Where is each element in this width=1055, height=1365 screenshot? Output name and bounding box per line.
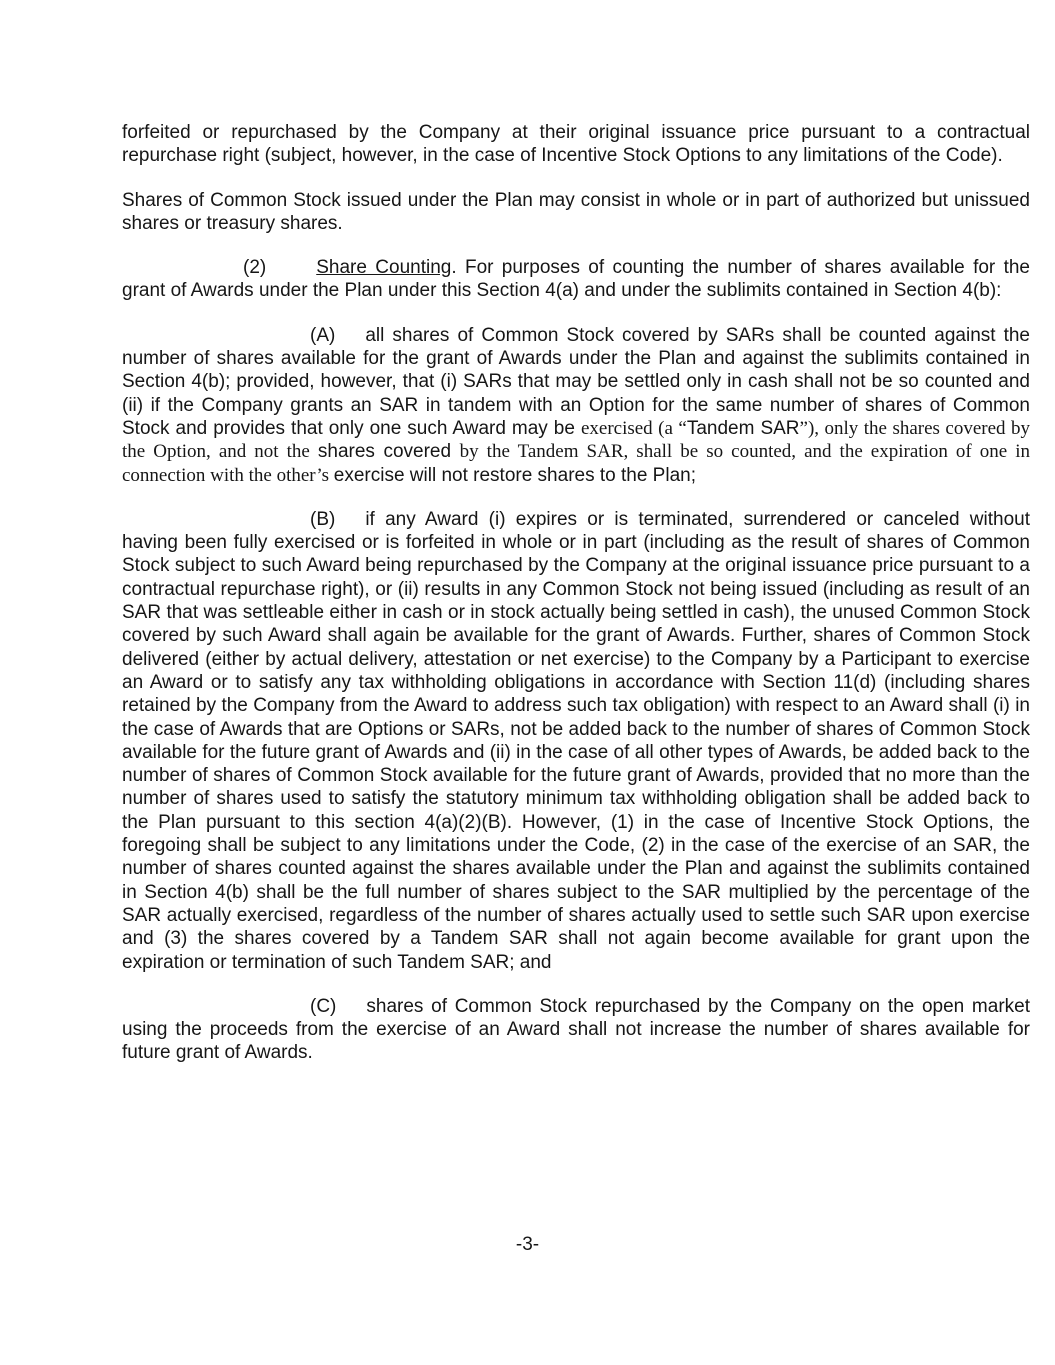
page-number: -3- bbox=[515, 1234, 540, 1255]
text-run: exercised (a “ bbox=[580, 417, 687, 439]
text-run: all shares of Common Stock covered by SARs shall be counted against the number of shares available for the grant of Awards under the Plan and against the sublimits contained in Section 4(b); provided, however, that (i) SARs that may be settled only in cash shall not be so counted and (ii) if the Company grants an SAR in tandem with an Option for the same number of shares of Common Stock and provides that only one such Award may be bbox=[122, 324, 1036, 439]
paragraph-shares-issued bbox=[122, 189, 1036, 236]
text-run: Tandem SAR bbox=[686, 417, 800, 439]
first-line-indent bbox=[122, 524, 310, 525]
text-run: forfeited or repurchased by the Company at their original issuance price pursuant to a contractual repurchase right (subject, however, in the case of Incentive Stock Options to any limitations of the Code). bbox=[122, 122, 1036, 167]
paragraph-label: (C) bbox=[310, 995, 337, 1017]
paragraph-share-counting bbox=[122, 256, 1036, 303]
paragraph-label: (2) bbox=[243, 257, 267, 279]
text-run: ”), only the shares covered by the Option, and not the bbox=[122, 417, 1035, 463]
text-run: by the Tandem SAR, shall be so counted, and the expiration of one in connection with the other’s bbox=[122, 441, 1035, 486]
label-tab-spacer bbox=[336, 1011, 366, 1012]
text-run: shares of Common Stock repurchased by the Company on the open market using the proceeds from the exercise of an Award shall not increase the number of shares available for future grant of Awards. bbox=[122, 995, 1036, 1064]
text-run: . For purposes of counting the number of shares available for the grant of Awards under the Plan under this Section 4(a) and under the sublimits contained in Section 4(b): bbox=[122, 257, 1036, 302]
text-run: shares covered bbox=[317, 441, 460, 463]
paragraph-subsection-a bbox=[122, 324, 1036, 487]
first-line-indent bbox=[122, 340, 310, 341]
page-footer bbox=[0, 1233, 1055, 1256]
text-run: if any Award (i) expires or is terminated, surrendered or canceled without having been fully exercised or is forfeited in whole or in part (including as the result of shares of Common Stock subject to such Award being repurchased by the Company at the original issuance price pursuant to a contractual repurchase right), or (ii) results in any Common Stock not being issued (including as result of an SAR that was settleable either in cash or in stock actually being settled in cash), the unused Common Stock covered by such Award shall again be available for the grant of Awards. Further, shares of Common Stock delivered (either by actual delivery, attestation or net exercise) to the Company by a Participant to exercise an Award or to satisfy any tax withholding obligations in accordance with Section 11(d) (including shares retained by the Company from the Award to address such tax obligation) with respect to an Award shall (i) in the case of Awards that are Options or SARs, not be added back to the number of shares of Common Stock available for the future grant of Awards and (ii) in the case of all other types of Awards, be added back to the number of shares of Common Stock available for the future grant of Awards, provided that no more than the number of shares used to satisfy the statutory minimum tax withholding obligation shall be added back to the Plan pursuant to this section 4(a)(2)(B). However, (1) in the case of Incentive Stock Options, the foregoing shall be subject to any limitations under the Code, (2) in the case of the exercise of an SAR, the number of shares counted against the shares available under the Plan and against the sublimits contained in Section 4(b) shall be the full number of shares subject to the SAR multiplied by the percentage of the SAR actually exercised, regardless of the number of shares actually used to settle such SAR upon exercise and (3) the shares covered by a Tandem SAR shall not again become available for grant upon the expiration or termination of such Tandem SAR; and bbox=[122, 508, 1036, 973]
document-body bbox=[122, 121, 1036, 1086]
paragraph-continuation bbox=[122, 121, 1036, 168]
first-line-indent bbox=[122, 272, 243, 273]
text-run: Share Counting bbox=[316, 257, 452, 279]
label-tab-spacer bbox=[335, 524, 365, 525]
label-tab-spacer bbox=[266, 272, 316, 273]
first-line-indent bbox=[122, 1011, 310, 1012]
paragraph-subsection-c bbox=[122, 995, 1036, 1065]
paragraph-subsection-b bbox=[122, 508, 1036, 974]
text-run: Shares of Common Stock issued under the Plan may consist in whole or in part of authorized but unissued shares or treasury shares. bbox=[122, 189, 1036, 234]
text-run: exercise will not restore shares to the Plan; bbox=[333, 464, 696, 486]
paragraph-label: (A) bbox=[310, 324, 336, 346]
label-tab-spacer bbox=[335, 340, 365, 341]
paragraph-label: (B) bbox=[310, 508, 336, 530]
